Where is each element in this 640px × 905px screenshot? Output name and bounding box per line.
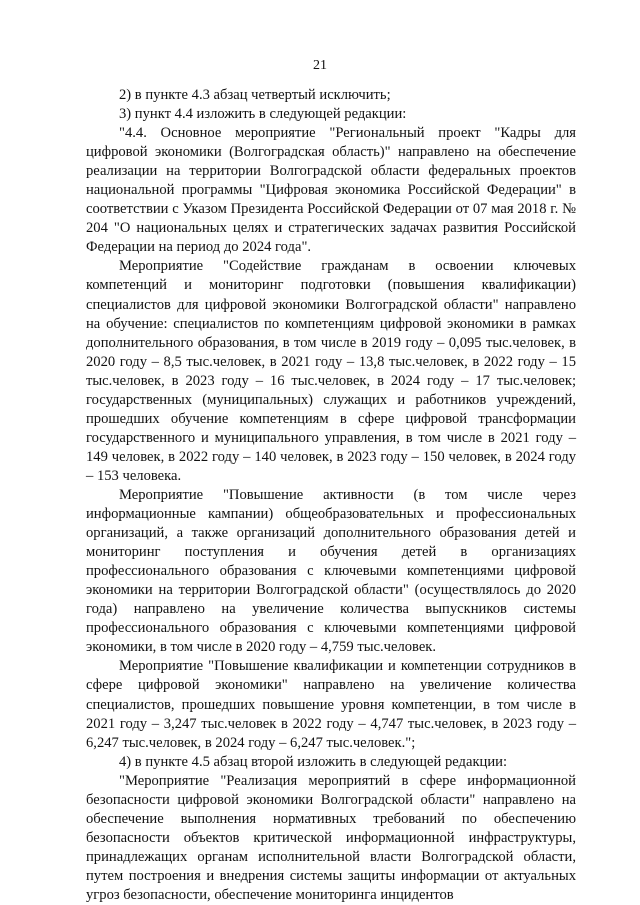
page-number: 21 [313, 58, 327, 73]
paragraph-item-4-amendment: 4) в пункте 4.5 абзац второй изложить в следующей редакции: [119, 753, 508, 770]
paragraph-activity-campaigns: Мероприятие "Повышение активности (в том числе через информационные кампании) общеобразовательных и профессиональных организаций, а также организаций дополнительного образования детей и мониторинг поступления и обучения детей в организациях профессионального образования с ключевыми компетенциями цифровой экономики на территории Волгоградской области" (осуществлялось до 2020 года) направлено на увеличение количества выпускников системы профессионального образования с ключевыми компетенциями цифровой экономики, в том числе в 2020 году – 4,759 тыс.человек. [86, 486, 576, 656]
paragraph-information-security: "Мероприятие "Реализация мероприятий в сфере информационной безопасности цифровой экономики Волгоградской области" направлено на обеспечение выполнения нормативных требований по обеспечению безопасности объектов критической информационной инфраструктуры, принадлежащих органам исполнительной власти Волгоградской области, путем построения и внедрения системы защиты информации от актуальных угроз безопасности, обеспечение мониторинга инцидентов [86, 772, 576, 903]
paragraph-qualification-improvement: Мероприятие "Повышение квалификации и компетенции сотрудников в сфере цифровой экономики" направлено на увеличение количества специалистов, прошедших повышение уровня компетенции, в том числе в 2021 году – 3,247 тыс.человек в 2022 году – 4,747 тыс.человек, в 2023 году – 6,247 тыс.человек, в 2024 году – 6,247 тыс.человек."; [86, 658, 576, 751]
document-body [86, 86, 576, 905]
paragraph-competency-training: Мероприятие "Содействие гражданам в освоении ключевых компетенций и мониторинг подготовки (повышения квалификации) специалистов для цифровой экономики Волгоградской области" направлено на обучение: специалистов по компетенциям цифровой экономики в рамках дополнительного образования, в том числе в 2019 году – 0,095 тыс.человек, в 2020 году – 8,5 тыс.человек, в 2021 году – 13,8 тыс.человек, в 2022 году – 15 тыс.человек, в 2023 году – 16 тыс.человек, в 2024 году – 17 тыс.человек; государственных (муниципальных) служащих и работников учреждений, прошедших обучение компетенциям в сфере цифровой трансформации государственного и муниципального управления, в том числе в 2021 году – 149 человек, в 2022 году – 140 человек, в 2023 году – 150 человек, в 2024 году – 153 человека. [86, 258, 576, 484]
paragraph-main-activity-4-4: "4.4. Основное мероприятие "Региональный проект "Кадры для цифровой экономики (Волгоградская область)" направлено на обеспечение реализации на территории Волгоградской области федеральных проектов национальной программы "Цифровая экономика Российской Федерации" в соответствии с Указом Президента Российской Федерации от 07 мая 2018 г. № 204 "О национальных целях и стратегических задачах развития Российской Федерации на период до 2024 года". [86, 125, 576, 256]
paragraph-item-2-amendment: 2) в пункте 4.3 абзац четвертый исключить; [119, 87, 391, 103]
paragraph-item-3-amendment: 3) пункт 4.4 изложить в следующей редакции: [119, 106, 407, 123]
